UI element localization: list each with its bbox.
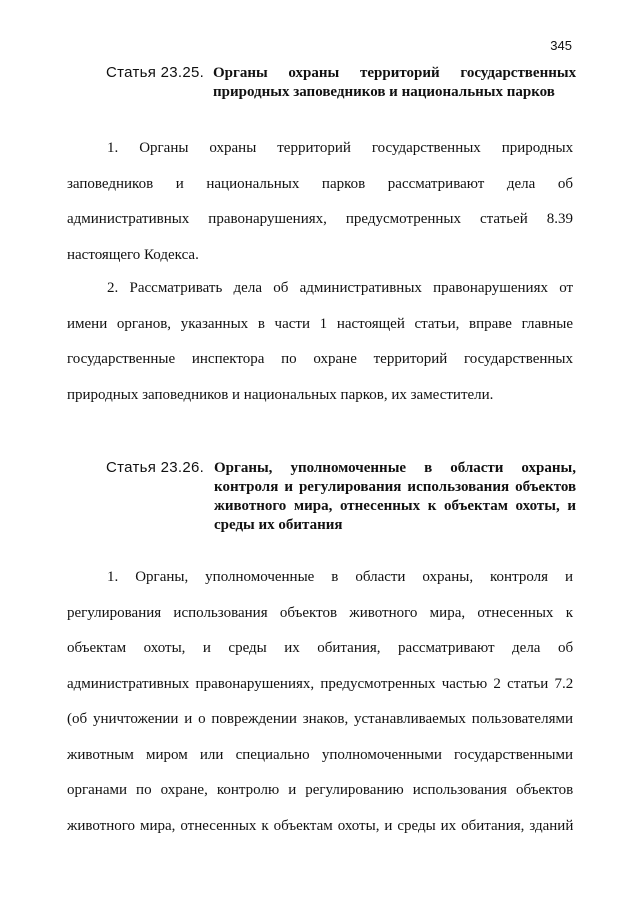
article-23-26-title-line: Органы, уполномоченные в области охраны, (214, 460, 576, 476)
article-23-26-title (214, 459, 576, 535)
paragraph-line: имени органов, указанных в части 1 настоящей статьи, вправе главные (67, 315, 573, 332)
article-23-26-paragraph-1 (67, 560, 573, 844)
article-23-25-title-line: природных заповедников и национальных парков (213, 84, 555, 100)
paragraph-line: настоящего Кодекса. (67, 246, 199, 263)
paragraph-line: органами по охране, контролю и регулированию использования объектов (67, 782, 574, 798)
paragraph-line: (об уничтожении и о повреждении знаков, устанавливаемых пользователями (67, 711, 573, 727)
article-23-26-title-line: животного мира, отнесенных к объектам охоты, и (214, 498, 576, 514)
paragraph-line: заповедников и национальных парков рассматривают дела об (67, 175, 574, 192)
article-23-25-title (213, 64, 576, 102)
article-23-25-paragraph-2 (67, 271, 573, 413)
paragraph-line: регулирования использования объектов животного мира, отнесенных к (67, 604, 573, 621)
paragraph-line: объектам охоты, и среды их обитания, рассматривают дела об (67, 640, 574, 656)
paragraph-line: административных правонарушениях, предусмотренных частью 2 статьи 7.2 (67, 675, 574, 692)
page-number: 345 (550, 38, 572, 53)
paragraph-line: 2. Рассматривать дела об административных правонарушениях от (107, 280, 574, 296)
paragraph-line: природных заповедников и национальных парков, их заместители. (67, 386, 494, 403)
article-23-26-title-line: среды их обитания (214, 517, 343, 533)
paragraph-line: животным миром или специально уполномоченными государственными (67, 746, 573, 763)
article-23-25-paragraph-1 (67, 131, 573, 273)
paragraph-line: животного мира, отнесенных к объектам охоты, и среды их обитания, зданий (67, 817, 574, 834)
paragraph-line: 1. Органы, уполномоченные в области охраны, контроля и (107, 569, 573, 585)
article-23-25-title-line: Органы охраны территорий государственных (213, 65, 577, 81)
article-23-26-label: Статья 23.26. (106, 459, 205, 476)
article-23-26-title-line: контроля и регулирования использования объектов (214, 479, 577, 495)
article-23-25-heading (106, 64, 576, 102)
paragraph-line: государственные инспектора по охране территорий государственных (67, 351, 573, 367)
article-23-26-heading (106, 459, 576, 535)
article-23-25-label: Статья 23.25. (106, 64, 205, 81)
paragraph-line: административных правонарушениях, предусмотренных статьей 8.39 (67, 211, 573, 227)
paragraph-line: 1. Органы охраны территорий государственных природных (107, 140, 574, 156)
